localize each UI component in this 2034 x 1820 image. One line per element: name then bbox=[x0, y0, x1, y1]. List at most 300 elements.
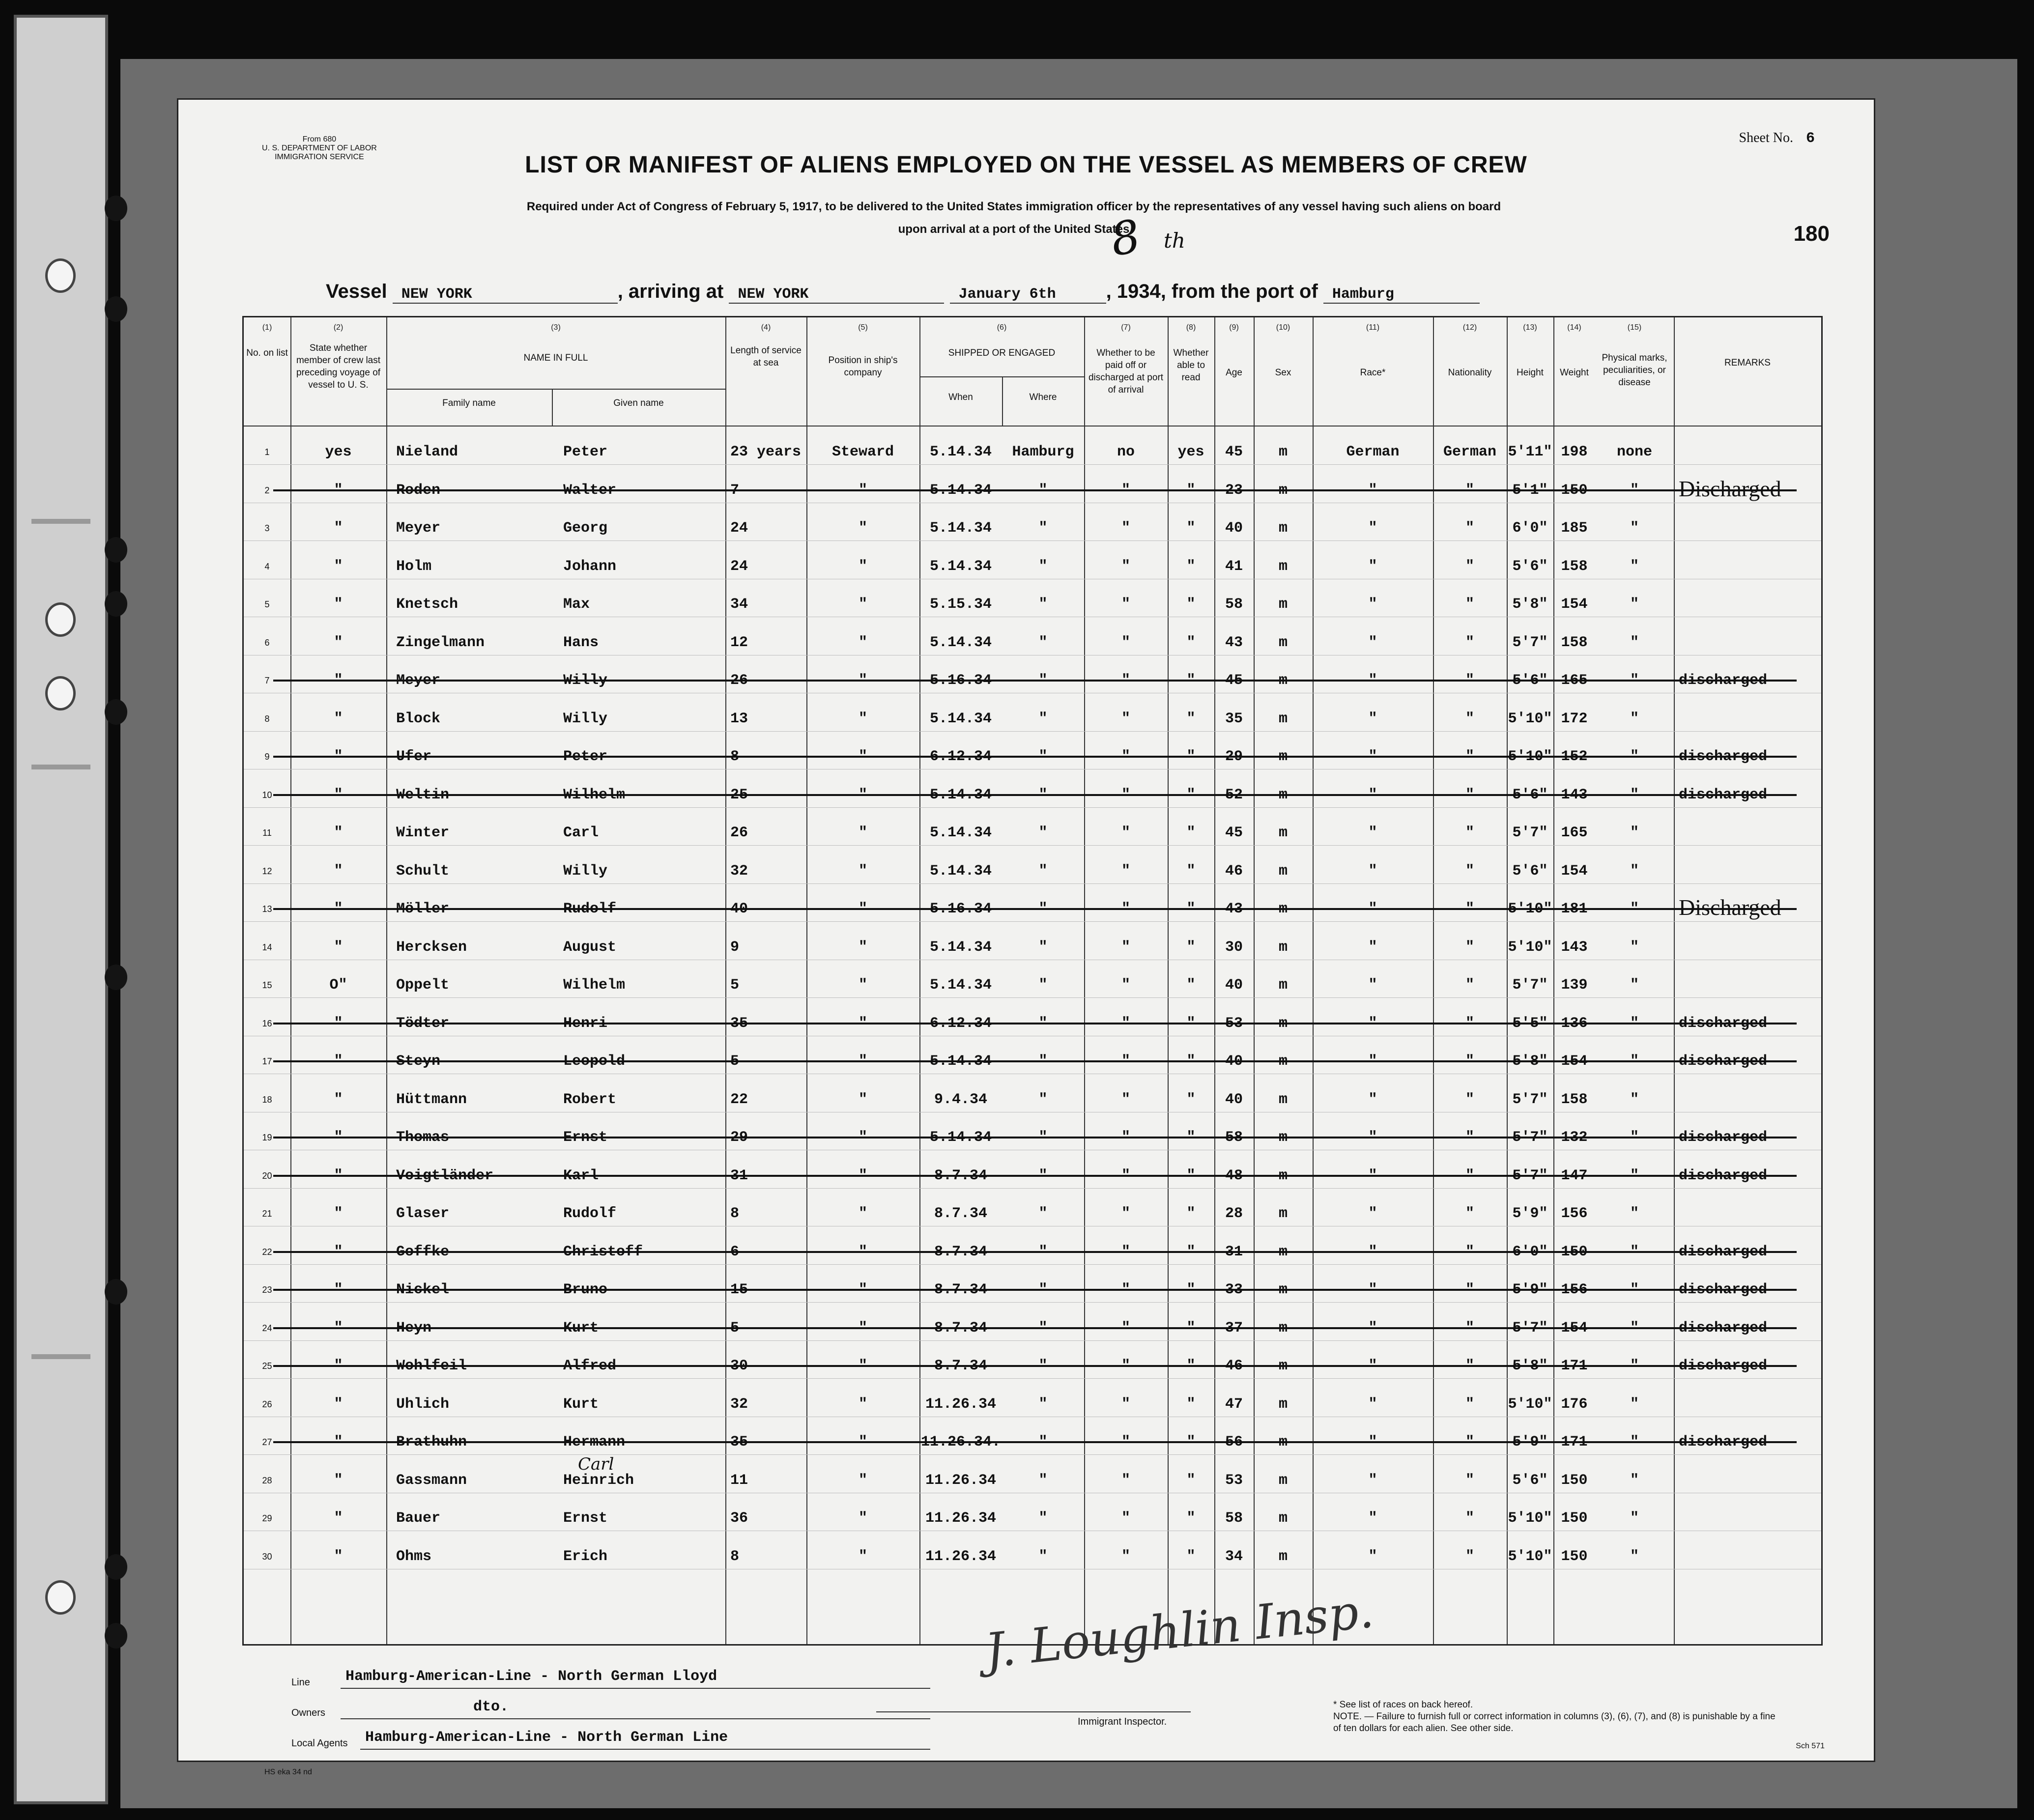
cell-nat: " bbox=[1465, 710, 1474, 727]
table-row bbox=[244, 1303, 1821, 1341]
cell-race: " bbox=[1368, 938, 1377, 956]
cell-no: 8 bbox=[264, 713, 270, 724]
cell-age: 58 bbox=[1225, 1510, 1243, 1527]
cell-age: 53 bbox=[1225, 1472, 1243, 1489]
cell-given: Peter bbox=[563, 748, 608, 765]
cell-no: 22 bbox=[262, 1247, 272, 1257]
cell-height: 5'10" bbox=[1508, 1395, 1552, 1413]
cell-age: 37 bbox=[1225, 1319, 1243, 1337]
cell-paid: " bbox=[1121, 1548, 1130, 1565]
cell-marks: " bbox=[1630, 901, 1639, 917]
cell-where: " bbox=[1038, 672, 1048, 689]
handwritten-given-name: Carl bbox=[578, 1454, 614, 1474]
cell-family: Glaser bbox=[396, 1205, 450, 1222]
cell-service: 30 bbox=[730, 1358, 748, 1374]
cell-race: " bbox=[1368, 748, 1377, 765]
cell-remarks: discharged bbox=[1679, 1129, 1768, 1146]
cell-remarks: discharged bbox=[1679, 1015, 1768, 1032]
cell-prev: " bbox=[334, 1281, 343, 1298]
departure-port: Hamburg bbox=[1323, 286, 1480, 304]
cell-service: 9 bbox=[730, 938, 740, 956]
handwritten-date-suffix: th bbox=[1164, 228, 1185, 253]
cell-no: 15 bbox=[262, 980, 272, 990]
cell-weight: 150 bbox=[1561, 482, 1588, 499]
cell-height: 5'1" bbox=[1512, 482, 1548, 499]
cell-sex: m bbox=[1278, 1129, 1288, 1146]
table-row bbox=[244, 1264, 1821, 1303]
punch-hole-icon bbox=[45, 258, 76, 293]
cell-nat: " bbox=[1465, 1015, 1474, 1032]
cell-race: " bbox=[1368, 1053, 1377, 1070]
col-header-when: When bbox=[948, 392, 973, 402]
cell-service: 15 bbox=[730, 1281, 748, 1298]
cell-position: " bbox=[858, 482, 867, 499]
cell-read: " bbox=[1186, 1015, 1196, 1032]
cell-prev: " bbox=[334, 1395, 343, 1413]
cell-no: 29 bbox=[262, 1513, 272, 1523]
cell-where: " bbox=[1038, 634, 1048, 651]
cell-read: " bbox=[1186, 482, 1196, 499]
owners-value: dto. bbox=[473, 1699, 509, 1715]
cell-where: " bbox=[1038, 1510, 1048, 1527]
cell-given: Leopold bbox=[563, 1053, 626, 1070]
cell-prev: " bbox=[334, 1205, 343, 1222]
cell-service: 8 bbox=[730, 1205, 740, 1222]
cell-weight: 154 bbox=[1561, 596, 1588, 613]
cell-marks: " bbox=[1630, 862, 1639, 880]
table-row bbox=[244, 998, 1821, 1036]
cell-family: Winter bbox=[396, 825, 450, 841]
cell-no: 27 bbox=[262, 1437, 272, 1447]
cell-when: 11.26.34 bbox=[925, 1472, 997, 1489]
table-row bbox=[244, 1150, 1821, 1189]
cell-paid: " bbox=[1121, 1281, 1130, 1298]
cell-service: 35 bbox=[730, 1434, 748, 1450]
cell-race: " bbox=[1368, 634, 1377, 651]
cell-read: " bbox=[1186, 1205, 1196, 1222]
cell-race: " bbox=[1368, 1472, 1377, 1489]
cell-sex: m bbox=[1278, 520, 1288, 537]
cell-remarks: discharged bbox=[1679, 1167, 1768, 1184]
cell-race: " bbox=[1368, 901, 1377, 917]
cell-no: 30 bbox=[262, 1551, 272, 1562]
form-number: From 680 bbox=[302, 135, 337, 143]
binder-strip bbox=[14, 15, 108, 1804]
handwritten-date-correction: 8 bbox=[1107, 209, 1145, 267]
cell-position: " bbox=[858, 786, 867, 803]
cell-height: 5'11" bbox=[1508, 444, 1552, 460]
table-row bbox=[244, 1379, 1821, 1417]
cell-age: 30 bbox=[1225, 938, 1243, 956]
cell-no: 18 bbox=[262, 1094, 272, 1105]
cell-nat: " bbox=[1465, 1472, 1474, 1489]
cell-sex: m bbox=[1278, 1053, 1288, 1070]
cell-prev: " bbox=[334, 1548, 343, 1565]
cell-height: 5'8" bbox=[1512, 1053, 1548, 1070]
cell-where: " bbox=[1038, 1091, 1048, 1108]
cell-family: Wohlfeil bbox=[396, 1358, 467, 1374]
cell-sex: m bbox=[1278, 901, 1288, 917]
cell-no: 6 bbox=[264, 637, 270, 648]
cell-when: 9.4.34 bbox=[934, 1091, 988, 1108]
cell-given: Kurt bbox=[563, 1319, 599, 1337]
col-header-remarks: REMARKS bbox=[1724, 358, 1771, 368]
cell-when: 6.12.34 bbox=[929, 1015, 992, 1032]
cell-weight: 156 bbox=[1561, 1281, 1588, 1298]
cell-remarks: discharged bbox=[1679, 1319, 1768, 1337]
cell-nat: " bbox=[1465, 1129, 1474, 1146]
cell-paid: " bbox=[1121, 1091, 1130, 1108]
vessel-name: NEW YORK bbox=[393, 286, 618, 304]
cell-where: " bbox=[1038, 1053, 1048, 1070]
cell-age: 40 bbox=[1225, 520, 1243, 537]
cell-read: " bbox=[1186, 1358, 1196, 1374]
cell-where: " bbox=[1038, 1548, 1048, 1565]
cell-where: " bbox=[1038, 786, 1048, 803]
cell-prev: " bbox=[334, 1015, 343, 1032]
cell-age: 28 bbox=[1225, 1205, 1243, 1222]
cell-sex: m bbox=[1278, 862, 1288, 880]
cell-family: Uhlich bbox=[396, 1395, 450, 1413]
cell-age: 45 bbox=[1225, 444, 1243, 460]
cell-sex: m bbox=[1278, 1015, 1288, 1032]
cell-family: Nickel bbox=[396, 1281, 450, 1298]
cell-no: 10 bbox=[262, 790, 272, 800]
cell-remarks: discharged bbox=[1679, 786, 1768, 803]
cell-nat: " bbox=[1465, 1319, 1474, 1337]
table-row bbox=[244, 617, 1821, 655]
cell-position: " bbox=[858, 1167, 867, 1184]
cell-remarks: Discharged bbox=[1679, 476, 1781, 501]
cell-height: 5'7" bbox=[1512, 825, 1548, 841]
cell-race: " bbox=[1368, 1205, 1377, 1222]
cell-prev: " bbox=[334, 862, 343, 880]
cell-prev: " bbox=[334, 710, 343, 727]
cell-position: " bbox=[858, 1548, 867, 1565]
cell-where: " bbox=[1038, 520, 1048, 537]
cell-race: " bbox=[1368, 977, 1377, 994]
cell-height: 5'9" bbox=[1512, 1434, 1548, 1450]
cell-age: 48 bbox=[1225, 1167, 1243, 1184]
agents-value: Hamburg-American-Line - North German Line bbox=[365, 1729, 728, 1746]
cell-marks: " bbox=[1630, 825, 1639, 841]
cell-paid: " bbox=[1121, 786, 1130, 803]
cell-when: 5.14.34 bbox=[929, 520, 992, 537]
table-row bbox=[244, 693, 1821, 732]
cell-position: " bbox=[858, 1395, 867, 1413]
table-row bbox=[244, 465, 1821, 503]
cell-sex: m bbox=[1278, 1472, 1288, 1489]
cell-race: " bbox=[1368, 596, 1377, 613]
cell-marks: " bbox=[1630, 558, 1639, 575]
col-header-sex: Sex bbox=[1275, 368, 1291, 378]
col-header-position: Position in ship's company bbox=[828, 355, 898, 378]
cell-paid: " bbox=[1121, 1129, 1130, 1146]
cell-when: 11.26.34 bbox=[925, 1510, 997, 1527]
cell-where: " bbox=[1038, 1358, 1048, 1374]
cell-prev: " bbox=[334, 672, 343, 689]
cell-paid: " bbox=[1121, 482, 1130, 499]
cell-height: 5'5" bbox=[1512, 1015, 1548, 1032]
cell-when: 8.7.34 bbox=[934, 1243, 988, 1260]
cell-read: " bbox=[1186, 1281, 1196, 1298]
col-header-race: Race* bbox=[1360, 368, 1386, 378]
cell-age: 40 bbox=[1225, 1091, 1243, 1108]
cell-weight: 147 bbox=[1561, 1167, 1588, 1184]
cell-weight: 176 bbox=[1561, 1395, 1588, 1413]
cell-height: 5'10" bbox=[1508, 1548, 1552, 1565]
table-row bbox=[244, 883, 1821, 922]
table-row bbox=[244, 807, 1821, 846]
punch-hole-icon bbox=[45, 1580, 76, 1615]
cell-service: 34 bbox=[730, 596, 748, 613]
manifest-page bbox=[177, 98, 1875, 1776]
cell-when: 5.14.34 bbox=[929, 938, 992, 956]
cell-race: " bbox=[1368, 1358, 1377, 1374]
cell-no: 24 bbox=[262, 1323, 272, 1333]
table-row bbox=[244, 1112, 1821, 1150]
cell-when: 5.15.34 bbox=[929, 596, 992, 613]
cell-given: Carl bbox=[563, 825, 599, 841]
cell-family: Block bbox=[396, 710, 441, 727]
stamp-number: 180 bbox=[1793, 222, 1830, 246]
cell-service: 32 bbox=[730, 1395, 748, 1413]
cell-height: 6'0" bbox=[1512, 520, 1548, 537]
cell-race: " bbox=[1368, 672, 1377, 689]
cell-read: " bbox=[1186, 1053, 1196, 1070]
cell-service: 26 bbox=[730, 825, 748, 841]
cell-given: August bbox=[563, 938, 617, 956]
cell-position: " bbox=[858, 901, 867, 917]
cell-height: 5'9" bbox=[1512, 1281, 1548, 1298]
cell-marks: " bbox=[1630, 710, 1639, 727]
cell-given: Kurt bbox=[563, 1395, 599, 1413]
cell-where: " bbox=[1038, 1015, 1048, 1032]
cell-nat: " bbox=[1465, 520, 1474, 537]
cell-age: 23 bbox=[1225, 482, 1243, 499]
cell-service: 40 bbox=[730, 901, 748, 917]
cell-marks: " bbox=[1630, 938, 1639, 956]
cell-no: 19 bbox=[262, 1133, 272, 1142]
cell-weight: 185 bbox=[1561, 520, 1588, 537]
cell-sex: m bbox=[1278, 558, 1288, 575]
cell-given: Bruno bbox=[563, 1281, 608, 1298]
cell-age: 43 bbox=[1225, 901, 1243, 917]
cell-age: 46 bbox=[1225, 862, 1243, 880]
cell-sex: m bbox=[1278, 672, 1288, 689]
owners-label: Owners bbox=[291, 1707, 325, 1718]
cell-sex: m bbox=[1278, 482, 1288, 499]
cell-race: " bbox=[1368, 786, 1377, 803]
cell-race: " bbox=[1368, 1129, 1377, 1146]
cell-where: " bbox=[1038, 482, 1048, 499]
cell-race: " bbox=[1368, 1319, 1377, 1337]
cell-read: " bbox=[1186, 901, 1196, 917]
cell-race: " bbox=[1368, 1548, 1377, 1565]
cell-nat: " bbox=[1465, 558, 1474, 575]
cell-read: " bbox=[1186, 1319, 1196, 1337]
cell-paid: " bbox=[1121, 748, 1130, 765]
cell-prev: " bbox=[334, 748, 343, 765]
cell-given: Hermann bbox=[563, 1434, 626, 1450]
cell-service: 31 bbox=[730, 1167, 748, 1184]
cell-where: " bbox=[1038, 901, 1048, 917]
cell-no: 25 bbox=[262, 1361, 272, 1371]
cell-nat: " bbox=[1465, 1548, 1474, 1565]
footer-note: * See list of races on back hereof. NOTE. — Failure to furnish full or correct information in columns (3), (6), (7), and (8) is punishable by a fine of ten dollars for each alien. See other side. bbox=[1333, 1700, 1776, 1734]
cell-nat: " bbox=[1465, 634, 1474, 651]
cell-race: " bbox=[1368, 710, 1377, 727]
cell-when: 8.7.34 bbox=[934, 1167, 988, 1184]
cell-service: 29 bbox=[730, 1129, 748, 1146]
cell-sex: m bbox=[1278, 1548, 1288, 1565]
cell-weight: 154 bbox=[1561, 862, 1588, 880]
cell-race: " bbox=[1368, 1395, 1377, 1413]
cell-service: 13 bbox=[730, 710, 748, 727]
cell-prev: " bbox=[334, 1091, 343, 1108]
table-row bbox=[244, 1493, 1821, 1531]
cell-weight: 152 bbox=[1561, 748, 1588, 765]
cell-position: " bbox=[858, 1243, 867, 1260]
cell-race: " bbox=[1368, 1015, 1377, 1032]
cell-where: " bbox=[1038, 748, 1048, 765]
cell-no: 28 bbox=[262, 1475, 272, 1485]
col-header-no: No. on list bbox=[246, 348, 288, 358]
cell-paid: " bbox=[1121, 1319, 1130, 1337]
cell-height: 5'10" bbox=[1508, 748, 1552, 765]
cell-given: Wilhelm bbox=[563, 977, 626, 994]
cell-position: " bbox=[858, 1015, 867, 1032]
cell-no: 12 bbox=[262, 866, 272, 876]
cell-where: " bbox=[1038, 977, 1048, 994]
cell-weight: 198 bbox=[1561, 444, 1588, 460]
cell-nat: " bbox=[1465, 1395, 1474, 1413]
cell-family: Knetsch bbox=[396, 596, 458, 613]
cell-read: " bbox=[1186, 1091, 1196, 1108]
cell-weight: 150 bbox=[1561, 1548, 1588, 1565]
cell-prev: " bbox=[334, 1053, 343, 1070]
cell-where: " bbox=[1038, 1395, 1048, 1413]
table-row bbox=[244, 731, 1821, 769]
cell-given: Henri bbox=[563, 1015, 608, 1032]
cell-paid: " bbox=[1121, 558, 1130, 575]
cell-weight: 143 bbox=[1561, 786, 1588, 803]
cell-position: " bbox=[858, 1319, 867, 1337]
cell-sex: m bbox=[1278, 825, 1288, 841]
cell-where: " bbox=[1038, 1472, 1048, 1489]
table-row bbox=[244, 503, 1821, 541]
cell-paid: " bbox=[1121, 596, 1130, 613]
cell-no: 4 bbox=[264, 561, 270, 571]
col-header-shipped: SHIPPED OR ENGAGED bbox=[948, 348, 1056, 358]
cell-no: 3 bbox=[264, 523, 270, 533]
cell-sex: m bbox=[1278, 444, 1288, 460]
cell-marks: " bbox=[1630, 1472, 1639, 1489]
cell-paid: " bbox=[1121, 901, 1130, 917]
cell-nat: " bbox=[1465, 1091, 1474, 1108]
cell-read: " bbox=[1186, 938, 1196, 956]
cell-weight: 150 bbox=[1561, 1243, 1588, 1260]
cell-read: " bbox=[1186, 596, 1196, 613]
cell-where: " bbox=[1038, 1281, 1048, 1298]
cell-age: 58 bbox=[1225, 1129, 1243, 1146]
cell-marks: " bbox=[1630, 1548, 1639, 1565]
cell-height: 5'6" bbox=[1512, 786, 1548, 803]
cell-sex: m bbox=[1278, 1091, 1288, 1108]
cell-race: " bbox=[1368, 1243, 1377, 1260]
cell-family: Ufer bbox=[396, 748, 432, 765]
cell-height: 5'7" bbox=[1512, 977, 1548, 994]
cell-position: " bbox=[858, 1053, 867, 1070]
cell-marks: " bbox=[1630, 1358, 1639, 1374]
cell-read: " bbox=[1186, 748, 1196, 765]
cell-paid: " bbox=[1121, 862, 1130, 880]
cell-prev: " bbox=[334, 1434, 343, 1450]
cell-service: 32 bbox=[730, 862, 748, 880]
cell-where: " bbox=[1038, 710, 1048, 727]
cell-where: " bbox=[1038, 1319, 1048, 1337]
cell-no: 7 bbox=[264, 676, 270, 685]
cell-nat: " bbox=[1465, 1281, 1474, 1298]
cell-marks: " bbox=[1630, 1510, 1639, 1527]
cell-prev: " bbox=[334, 482, 343, 499]
cell-when: 5.14.34 bbox=[929, 558, 992, 575]
cell-given: Wilhelm bbox=[563, 786, 626, 803]
cell-no: 16 bbox=[262, 1018, 272, 1028]
cell-sex: m bbox=[1278, 977, 1288, 994]
cell-family: Möller bbox=[396, 901, 450, 917]
cell-read: " bbox=[1186, 825, 1196, 841]
table-row bbox=[244, 1226, 1821, 1265]
cell-age: 34 bbox=[1225, 1548, 1243, 1565]
cell-prev: " bbox=[334, 938, 343, 956]
print-code: HS eka 34 nd bbox=[264, 1768, 312, 1776]
cell-read: " bbox=[1186, 1434, 1196, 1450]
cell-read: " bbox=[1186, 786, 1196, 803]
cell-weight: 172 bbox=[1561, 710, 1588, 727]
cell-remarks: discharged bbox=[1679, 1053, 1768, 1070]
cell-service: 7 bbox=[730, 482, 740, 499]
cell-family: Ohms bbox=[396, 1548, 432, 1565]
cell-given: Ernst bbox=[563, 1129, 608, 1146]
cell-age: 43 bbox=[1225, 634, 1243, 651]
cell-paid: " bbox=[1121, 520, 1130, 537]
col-header-nationality: Nationality bbox=[1448, 368, 1492, 378]
cell-service: 5 bbox=[730, 1053, 740, 1070]
cell-marks: " bbox=[1630, 786, 1639, 803]
cell-family: Gassmann bbox=[396, 1472, 467, 1489]
cell-weight: 150 bbox=[1561, 1510, 1588, 1527]
arriving-port: NEW YORK bbox=[729, 286, 944, 304]
cell-age: 53 bbox=[1225, 1015, 1243, 1032]
table-row bbox=[244, 427, 1821, 465]
cell-given: Walter bbox=[563, 482, 617, 499]
cell-where: Hamburg bbox=[1012, 444, 1074, 460]
cell-race: " bbox=[1368, 1510, 1377, 1527]
cell-given: Christoff bbox=[563, 1243, 643, 1260]
cell-paid: " bbox=[1121, 1472, 1130, 1489]
table-row bbox=[244, 922, 1821, 960]
cell-read: " bbox=[1186, 520, 1196, 537]
cell-where: " bbox=[1038, 558, 1048, 575]
cell-height: 5'7" bbox=[1512, 1167, 1548, 1184]
cell-paid: " bbox=[1121, 1205, 1130, 1222]
cell-sex: m bbox=[1278, 1281, 1288, 1298]
cell-no: 9 bbox=[264, 752, 270, 762]
inspector-signature: J. Loughlin Insp. bbox=[982, 1583, 1376, 1679]
cell-marks: " bbox=[1630, 520, 1639, 537]
cell-height: 5'7" bbox=[1512, 634, 1548, 651]
